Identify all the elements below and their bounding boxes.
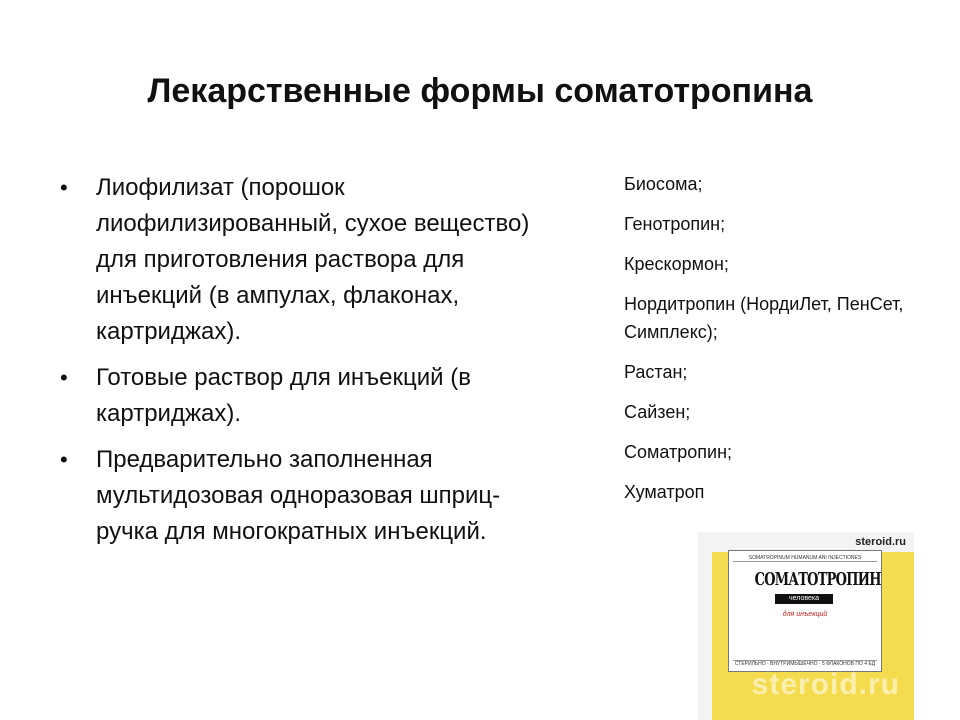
bullet-icon: • — [60, 365, 68, 390]
brand-item: Сайзен; — [624, 402, 691, 422]
box-brand: СОМАТОТРОПИН — [754, 569, 881, 590]
bullet-icon: • — [60, 175, 68, 200]
bullet-item — [60, 360, 560, 432]
brand-item: Крескормон; — [624, 254, 729, 274]
bullet-text: Готовые раствор для инъекций (в картриджах). — [96, 364, 471, 427]
bullet-item — [60, 170, 560, 350]
slide-title: Лекарственные формы соматотропина — [147, 72, 813, 110]
box-bottom-text: СТЕРИЛЬНО · ВНУТРИМЫШЕЧНО · 5 ФЛАКОНОВ ПО 4 ЕД — [734, 661, 876, 667]
bullet-list — [60, 170, 560, 560]
box-red-text: для инъекций — [782, 611, 828, 618]
bullet-text: Предварительно заполненная мультидозовая одноразовая шприц-ручка для многократных инъекций. — [96, 446, 501, 545]
bullet-item — [60, 442, 560, 550]
bullet-icon: • — [60, 447, 68, 472]
bullet-text: Лиофилизат (порошок лиофилизированный, сухое вещество) для приготовления раствора для инъекций (в ампулах, флаконах, картриджах). — [96, 174, 530, 345]
brand-item: Хуматроп — [624, 482, 705, 502]
box-subtitle: человека — [775, 594, 833, 604]
product-photo — [698, 532, 914, 720]
brand-item: Генотропин; — [624, 214, 726, 234]
watermark-large: steroid.ru — [751, 668, 900, 701]
watermark-small: steroid.ru — [855, 536, 906, 548]
brand-item: Нордитропин (НордиЛет, ПенСет, Симплекс); — [624, 294, 904, 342]
medicine-box — [728, 550, 882, 672]
brand-item: Растан; — [624, 362, 688, 382]
brand-list — [624, 170, 924, 518]
brand-item: Соматропин; — [624, 442, 733, 462]
brand-item: Биосома; — [624, 174, 703, 194]
box-top-text: SOMATROPINUM HUMANUM ANI INJECTIONES — [733, 555, 877, 562]
